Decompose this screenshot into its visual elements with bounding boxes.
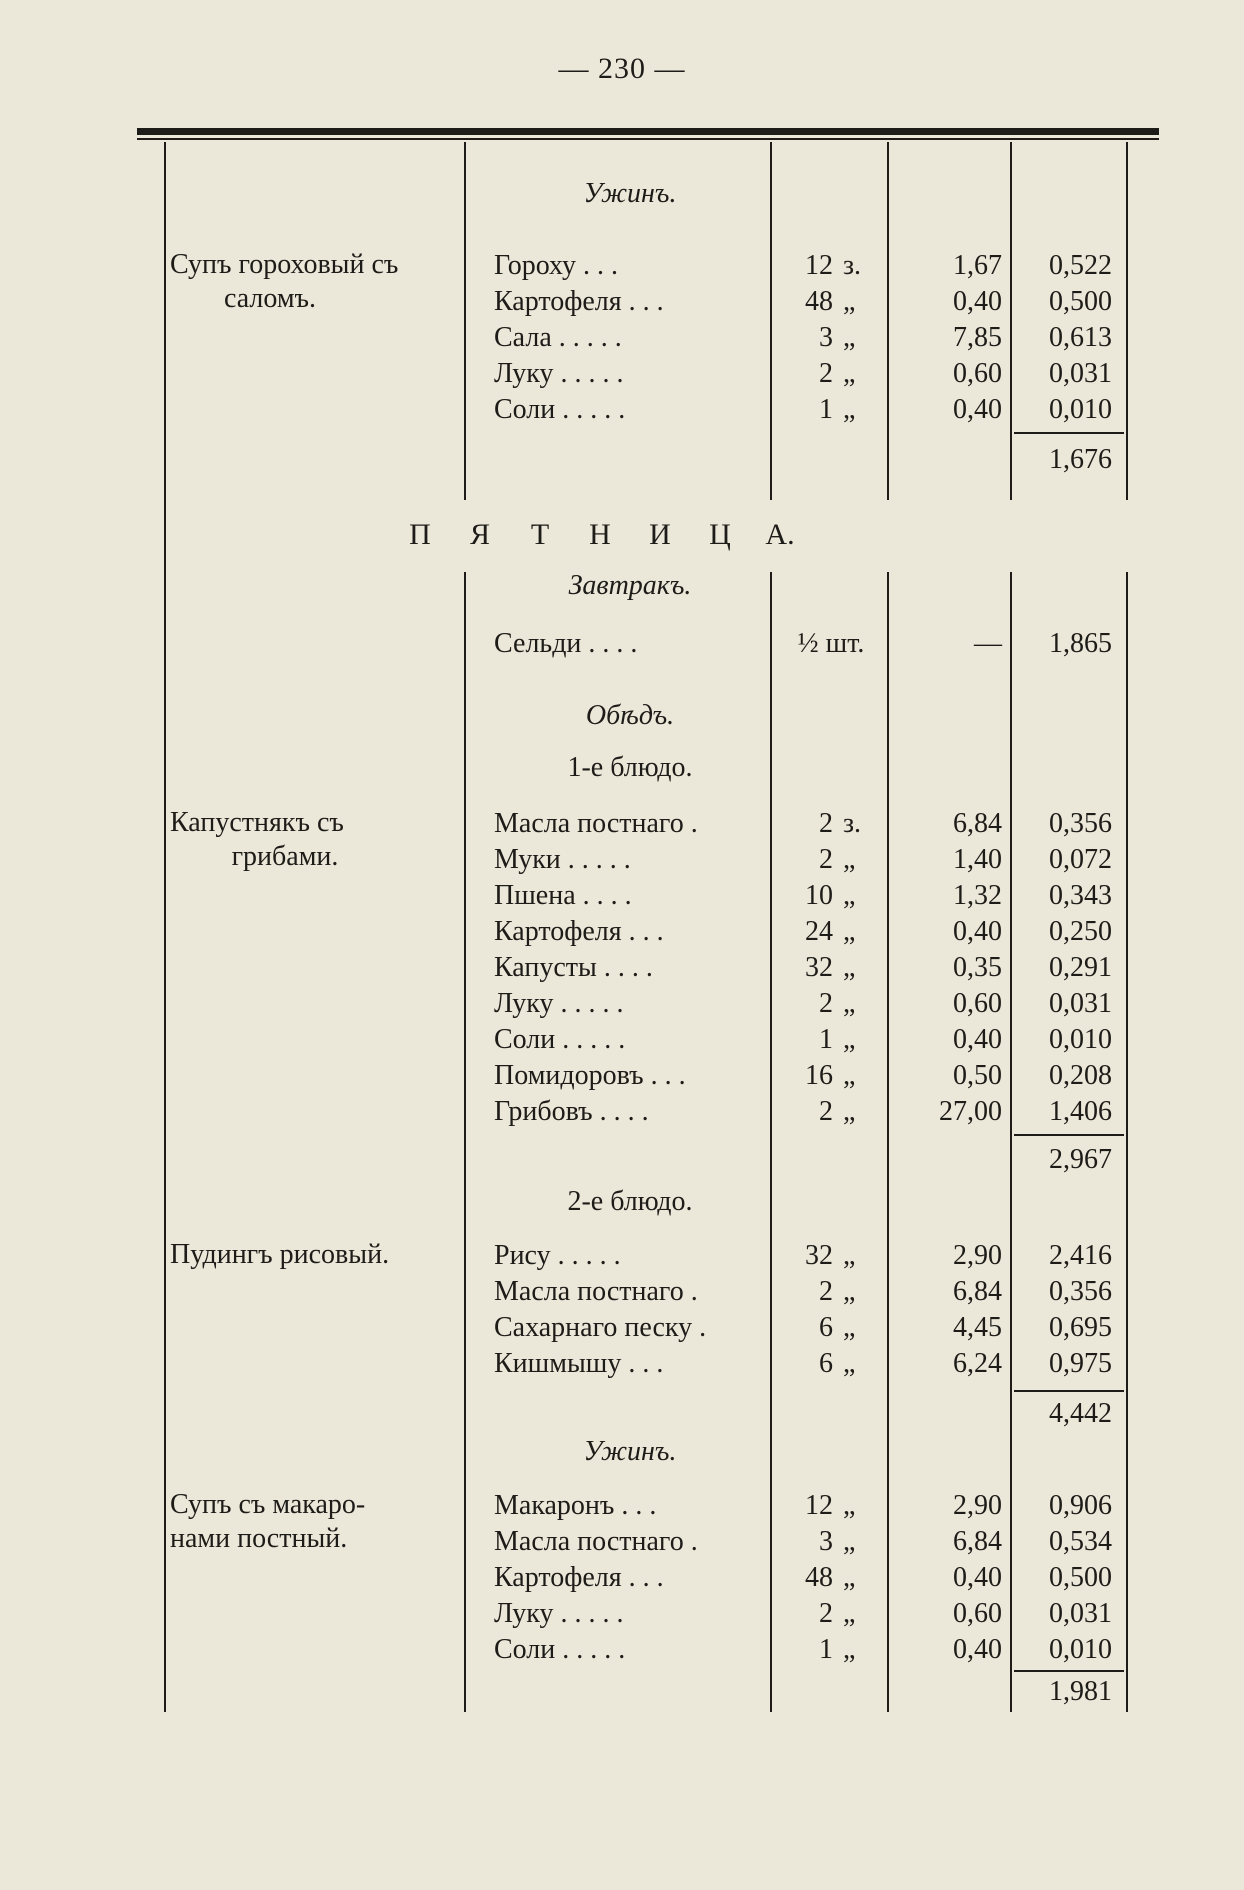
ingredient-name: Сахарнаго песку .: [494, 1312, 707, 1343]
qty-number: 12: [805, 1490, 833, 1521]
ingredient-qty: [775, 320, 887, 356]
ingredient-price: 2,90: [953, 1490, 1002, 1521]
dish-name: Пудингъ рисовый.: [170, 1239, 390, 1270]
total-value: 2,967: [1049, 1144, 1112, 1175]
column-rule-right-top: [1126, 142, 1128, 500]
column-rule-qty-top: [887, 142, 889, 500]
ingredient-price: 6,84: [953, 808, 1002, 839]
ingredient-name: Соли . . . . .: [494, 1024, 626, 1055]
ingredient-cost: 0,072: [1049, 844, 1112, 875]
qty-number: 16: [805, 1060, 833, 1091]
ingredient-price: 6,84: [953, 1276, 1002, 1307]
ingredient-price: 0,40: [953, 1024, 1002, 1055]
ingredient-name: Муки . . . . .: [494, 844, 631, 875]
ingredient-cost: 0,031: [1049, 358, 1112, 389]
qty-unit: „: [843, 880, 856, 911]
ingredient-name: Масла постнаго .: [494, 1276, 698, 1307]
column-rule-dish: [464, 572, 466, 1712]
ingredient-name: Масла постнаго .: [494, 808, 698, 839]
qty-unit: „: [843, 1634, 856, 1665]
qty-unit: „: [843, 1490, 856, 1521]
total-rule: [1014, 1390, 1124, 1392]
ingredient-qty: [775, 842, 887, 878]
qty-number: 12: [805, 250, 833, 281]
column-rule-ingredient: [770, 572, 772, 1712]
qty-number: 3: [819, 322, 833, 353]
qty-unit: „: [843, 1060, 856, 1091]
ingredient-price: 2,90: [953, 1240, 1002, 1271]
qty-number: 1: [819, 1634, 833, 1665]
ingredient-qty: [775, 950, 887, 986]
ingredient-cost: 0,208: [1049, 1060, 1112, 1091]
dish-name: Супъ гороховый съ саломъ.: [170, 249, 399, 314]
course-heading: 2-е блюдо.: [567, 1186, 693, 1217]
ingredient-qty: [775, 284, 887, 320]
top-rule: [137, 128, 1159, 135]
ingredient-cost: 0,343: [1049, 880, 1112, 911]
ingredient-price: —: [974, 628, 1002, 659]
ingredient-qty: [775, 1022, 887, 1058]
qty-unit: „: [843, 1312, 856, 1343]
ingredient-cost: 0,250: [1049, 916, 1112, 947]
ingredient-name: Кишмышу . . .: [494, 1348, 664, 1379]
ingredient-qty: [775, 356, 887, 392]
ingredient-name: Макаронъ . . .: [494, 1490, 657, 1521]
qty-unit: „: [843, 1096, 856, 1127]
qty-number: 48: [805, 286, 833, 317]
ingredient-qty: [775, 1310, 887, 1346]
ingredient-cost: 0,031: [1049, 988, 1112, 1019]
ingredient-name: Капусты . . . .: [494, 952, 653, 983]
qty-unit: „: [843, 1562, 856, 1593]
dish-name: Супъ съ макаро- нами постный.: [170, 1489, 366, 1554]
qty-unit: „: [843, 322, 856, 353]
qty-unit: „: [843, 844, 856, 875]
qty-unit: „: [843, 1526, 856, 1557]
ingredient-qty: [775, 878, 887, 914]
total-value: 4,442: [1049, 1398, 1112, 1429]
ingredient-name: Рису . . . . .: [494, 1240, 621, 1271]
ingredient-cost: 0,695: [1049, 1312, 1112, 1343]
qty-unit: „: [843, 1240, 856, 1271]
ingredient-qty: [775, 914, 887, 950]
course-heading: 1-е блюдо.: [567, 752, 693, 783]
ingredient-cost: 0,975: [1049, 1348, 1112, 1379]
total-rule: [1014, 432, 1124, 434]
ingredient-name: Помидоровъ . . .: [494, 1060, 686, 1091]
ingredient-cost: 2,416: [1049, 1240, 1112, 1271]
ingredient-price: 0,40: [953, 1634, 1002, 1665]
total-rule: [1014, 1134, 1124, 1136]
ingredient-cost: 0,500: [1049, 1562, 1112, 1593]
column-rule-dish-top: [464, 142, 466, 500]
qty-number: 1: [819, 1024, 833, 1055]
meal-heading: Обѣдъ.: [585, 700, 675, 731]
qty-unit: з.: [843, 250, 862, 281]
qty-number: 6: [819, 1348, 833, 1379]
ingredient-price: 0,40: [953, 1562, 1002, 1593]
qty-number: 2: [819, 1096, 833, 1127]
column-rule-ingredient-top: [770, 142, 772, 500]
qty-unit: „: [843, 952, 856, 983]
qty-number: 6: [819, 1312, 833, 1343]
total-value: 1,981: [1049, 1676, 1112, 1707]
ingredient-cost: 0,356: [1049, 808, 1112, 839]
ingredient-cost: 1,406: [1049, 1096, 1112, 1127]
ingredient-cost: 0,522: [1049, 250, 1112, 281]
ingredient-price: 1,67: [953, 250, 1002, 281]
ingredient-price: 0,40: [953, 286, 1002, 317]
column-rule-left: [164, 142, 166, 1712]
page-number: — 230 —: [558, 52, 686, 85]
qty-number: 3: [819, 1526, 833, 1557]
ingredient-name: Гороху . . .: [494, 250, 618, 281]
qty-number: 2: [819, 988, 833, 1019]
ingredient-qty: [775, 1632, 887, 1668]
qty-unit: „: [843, 1024, 856, 1055]
ingredient-price: 6,24: [953, 1348, 1002, 1379]
ingredient-name: Соли . . . . .: [494, 394, 626, 425]
qty-unit: „: [843, 1598, 856, 1629]
qty-number: 2: [819, 1598, 833, 1629]
qty-number: 48: [805, 1562, 833, 1593]
dish-name: Капустнякъ съ грибами.: [170, 807, 344, 872]
ingredient-qty: [775, 986, 887, 1022]
ingredient-price: 6,84: [953, 1526, 1002, 1557]
ingredient-qty: [775, 248, 887, 284]
qty-unit: „: [843, 1276, 856, 1307]
ingredient-qty: ½ шт.: [797, 628, 865, 659]
ingredient-price: 0,40: [953, 916, 1002, 947]
ingredient-price: 1,40: [953, 844, 1002, 875]
ingredient-qty: [775, 1238, 887, 1274]
qty-unit: „: [843, 1348, 856, 1379]
ingredient-cost: 0,010: [1049, 1634, 1112, 1665]
qty-number: 2: [819, 358, 833, 389]
ingredient-qty: [775, 1560, 887, 1596]
ingredient-price: 0,60: [953, 1598, 1002, 1629]
total-rule: [1014, 1670, 1124, 1672]
ingredient-name: Луку . . . . .: [494, 1598, 624, 1629]
ingredient-price: 0,40: [953, 394, 1002, 425]
ingredient-qty: [775, 1058, 887, 1094]
ingredient-name: Пшена . . . .: [494, 880, 632, 911]
ingredient-cost: 0,534: [1049, 1526, 1112, 1557]
ingredient-price: 1,32: [953, 880, 1002, 911]
ingredient-cost: 0,613: [1049, 322, 1112, 353]
qty-number: 32: [805, 1240, 833, 1271]
qty-number: 2: [819, 844, 833, 875]
column-rule-qty: [887, 572, 889, 1712]
ingredient-cost: 0,906: [1049, 1490, 1112, 1521]
ingredient-qty: [775, 806, 887, 842]
ingredient-price: 0,60: [953, 358, 1002, 389]
ingredient-name: Луку . . . . .: [494, 358, 624, 389]
meal-heading: Завтракъ.: [568, 570, 692, 601]
meal-heading: Ужинъ.: [583, 1436, 677, 1467]
ingredient-cost: 1,865: [1049, 628, 1112, 659]
qty-unit: „: [843, 916, 856, 947]
ingredient-name: Масла постнаго .: [494, 1526, 698, 1557]
ingredient-qty: [775, 1346, 887, 1382]
ingredient-qty: [775, 392, 887, 428]
ingredient-qty: [775, 1596, 887, 1632]
ingredient-price: 0,50: [953, 1060, 1002, 1091]
day-title: П Я Т Н И Ц А.: [409, 518, 795, 551]
ingredient-price: 0,60: [953, 988, 1002, 1019]
top-rule-thin: [137, 138, 1159, 140]
ingredient-qty: [775, 1094, 887, 1130]
ingredient-cost: 0,356: [1049, 1276, 1112, 1307]
qty-unit: „: [843, 286, 856, 317]
qty-number: 2: [819, 808, 833, 839]
ingredient-price: 7,85: [953, 322, 1002, 353]
ingredient-cost: 0,031: [1049, 1598, 1112, 1629]
meal-heading: Ужинъ.: [583, 178, 677, 209]
ingredient-price: 27,00: [939, 1096, 1002, 1127]
qty-unit: „: [843, 988, 856, 1019]
qty-number: 2: [819, 1276, 833, 1307]
qty-number: 1: [819, 394, 833, 425]
ingredient-name: Картофеля . . .: [494, 286, 664, 317]
ingredient-name: Картофеля . . .: [494, 1562, 664, 1593]
ingredient-price: 4,45: [953, 1312, 1002, 1343]
ingredient-name: Картофеля . . .: [494, 916, 664, 947]
column-rule-right: [1126, 572, 1128, 1712]
ingredient-name: Сельди . . . .: [494, 628, 638, 659]
ingredient-qty: [775, 1524, 887, 1560]
ingredient-price: 0,35: [953, 952, 1002, 983]
qty-number: 24: [805, 916, 833, 947]
ingredient-qty: [775, 1274, 887, 1310]
ingredient-cost: 0,291: [1049, 952, 1112, 983]
qty-unit: „: [843, 394, 856, 425]
qty-unit: з.: [843, 808, 862, 839]
ingredient-cost: 0,500: [1049, 286, 1112, 317]
ingredient-qty: [775, 1488, 887, 1524]
ingredient-name: Луку . . . . .: [494, 988, 624, 1019]
ingredient-cost: 0,010: [1049, 1024, 1112, 1055]
qty-number: 32: [805, 952, 833, 983]
ingredient-cost: 0,010: [1049, 394, 1112, 425]
total-value: 1,676: [1049, 444, 1112, 475]
ingredient-name: Грибовъ . . . .: [494, 1096, 649, 1127]
ingredient-name: Соли . . . . .: [494, 1634, 626, 1665]
qty-unit: „: [843, 358, 856, 389]
ingredient-name: Сала . . . . .: [494, 322, 622, 353]
qty-number: 10: [805, 880, 833, 911]
